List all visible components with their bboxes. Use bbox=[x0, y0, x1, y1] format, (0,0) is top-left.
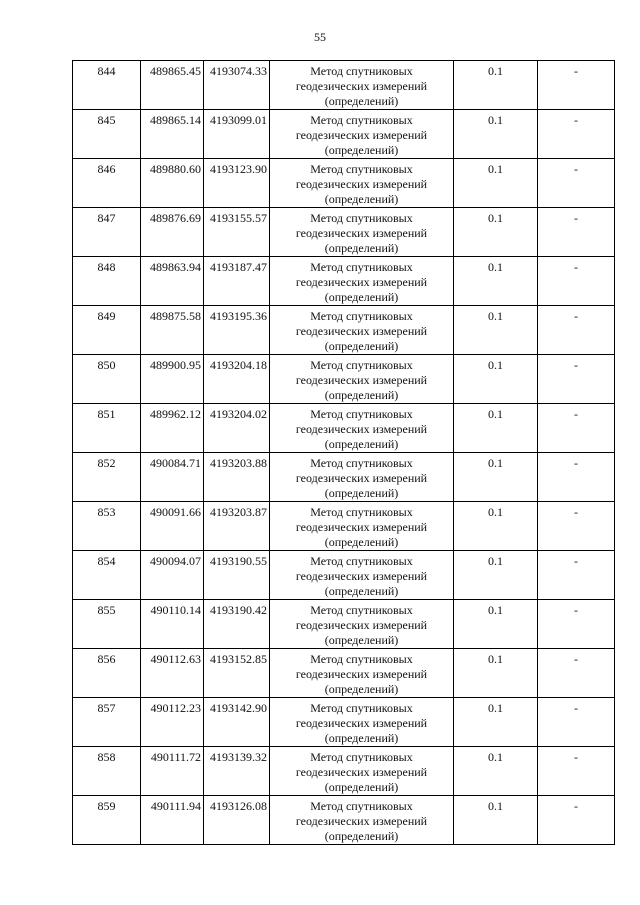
table-row bbox=[73, 649, 615, 698]
coordinate-x-cell: 489876.69 bbox=[141, 208, 204, 257]
coordinate-y-cell: 4193190.55 bbox=[204, 551, 270, 600]
table-row bbox=[73, 61, 615, 110]
method-cell: Метод спутниковых геодезических измерений (определений) bbox=[270, 453, 454, 502]
coordinate-y-cell: 4193074.33 bbox=[204, 61, 270, 110]
table-row bbox=[73, 257, 615, 306]
coordinate-y-cell: 4193204.18 bbox=[204, 355, 270, 404]
table-row bbox=[73, 747, 615, 796]
accuracy-cell: 0.1 bbox=[454, 502, 538, 551]
method-cell: Метод спутниковых геодезических измерений (определений) bbox=[270, 698, 454, 747]
method-cell: Метод спутниковых геодезических измерений (определений) bbox=[270, 257, 454, 306]
coordinate-x-cell: 490112.23 bbox=[141, 698, 204, 747]
table-row bbox=[73, 453, 615, 502]
coordinate-x-cell: 490111.72 bbox=[141, 747, 204, 796]
note-cell: - bbox=[538, 796, 615, 845]
accuracy-cell: 0.1 bbox=[454, 649, 538, 698]
method-cell: Метод спутниковых геодезических измерений (определений) bbox=[270, 600, 454, 649]
coordinate-x-cell: 489875.58 bbox=[141, 306, 204, 355]
coordinates-table bbox=[72, 60, 615, 845]
point-number-cell: 859 bbox=[73, 796, 141, 845]
coordinate-y-cell: 4193203.87 bbox=[204, 502, 270, 551]
coordinate-y-cell: 4193126.08 bbox=[204, 796, 270, 845]
table-row bbox=[73, 355, 615, 404]
accuracy-cell: 0.1 bbox=[454, 355, 538, 404]
coordinate-y-cell: 4193123.90 bbox=[204, 159, 270, 208]
method-cell: Метод спутниковых геодезических измерений (определений) bbox=[270, 159, 454, 208]
note-cell: - bbox=[538, 110, 615, 159]
method-cell: Метод спутниковых геодезических измерений (определений) bbox=[270, 110, 454, 159]
point-number-cell: 852 bbox=[73, 453, 141, 502]
coordinate-x-cell: 489865.14 bbox=[141, 110, 204, 159]
note-cell: - bbox=[538, 208, 615, 257]
table-row bbox=[73, 159, 615, 208]
accuracy-cell: 0.1 bbox=[454, 796, 538, 845]
coordinate-x-cell: 489880.60 bbox=[141, 159, 204, 208]
point-number-cell: 854 bbox=[73, 551, 141, 600]
coordinate-x-cell: 490091.66 bbox=[141, 502, 204, 551]
accuracy-cell: 0.1 bbox=[454, 110, 538, 159]
point-number-cell: 847 bbox=[73, 208, 141, 257]
note-cell: - bbox=[538, 747, 615, 796]
note-cell: - bbox=[538, 649, 615, 698]
table-row bbox=[73, 208, 615, 257]
point-number-cell: 856 bbox=[73, 649, 141, 698]
coordinate-x-cell: 490084.71 bbox=[141, 453, 204, 502]
coordinate-y-cell: 4193190.42 bbox=[204, 600, 270, 649]
coordinate-y-cell: 4193099.01 bbox=[204, 110, 270, 159]
table-row bbox=[73, 306, 615, 355]
method-cell: Метод спутниковых геодезических измерений (определений) bbox=[270, 747, 454, 796]
coordinate-x-cell: 490094.07 bbox=[141, 551, 204, 600]
accuracy-cell: 0.1 bbox=[454, 698, 538, 747]
note-cell: - bbox=[538, 159, 615, 208]
note-cell: - bbox=[538, 698, 615, 747]
table-row bbox=[73, 551, 615, 600]
point-number-cell: 851 bbox=[73, 404, 141, 453]
coordinate-y-cell: 4193139.32 bbox=[204, 747, 270, 796]
point-number-cell: 849 bbox=[73, 306, 141, 355]
method-cell: Метод спутниковых геодезических измерений (определений) bbox=[270, 649, 454, 698]
note-cell: - bbox=[538, 502, 615, 551]
coordinate-x-cell: 490111.94 bbox=[141, 796, 204, 845]
accuracy-cell: 0.1 bbox=[454, 159, 538, 208]
coordinate-x-cell: 490112.63 bbox=[141, 649, 204, 698]
method-cell: Метод спутниковых геодезических измерений (определений) bbox=[270, 404, 454, 453]
page-number: 55 bbox=[314, 30, 326, 44]
coordinate-y-cell: 4193195.36 bbox=[204, 306, 270, 355]
accuracy-cell: 0.1 bbox=[454, 551, 538, 600]
accuracy-cell: 0.1 bbox=[454, 257, 538, 306]
coordinate-x-cell: 489865.45 bbox=[141, 61, 204, 110]
point-number-cell: 855 bbox=[73, 600, 141, 649]
accuracy-cell: 0.1 bbox=[454, 61, 538, 110]
method-cell: Метод спутниковых геодезических измерений (определений) bbox=[270, 306, 454, 355]
table-row bbox=[73, 404, 615, 453]
coordinate-x-cell: 489863.94 bbox=[141, 257, 204, 306]
coordinate-y-cell: 4193187.47 bbox=[204, 257, 270, 306]
method-cell: Метод спутниковых геодезических измерений (определений) bbox=[270, 355, 454, 404]
coordinate-x-cell: 489900.95 bbox=[141, 355, 204, 404]
coordinate-x-cell: 490110.14 bbox=[141, 600, 204, 649]
accuracy-cell: 0.1 bbox=[454, 747, 538, 796]
method-cell: Метод спутниковых геодезических измерений (определений) bbox=[270, 502, 454, 551]
point-number-cell: 853 bbox=[73, 502, 141, 551]
table-row bbox=[73, 110, 615, 159]
note-cell: - bbox=[538, 453, 615, 502]
coordinate-y-cell: 4193152.85 bbox=[204, 649, 270, 698]
point-number-cell: 848 bbox=[73, 257, 141, 306]
accuracy-cell: 0.1 bbox=[454, 306, 538, 355]
note-cell: - bbox=[538, 404, 615, 453]
note-cell: - bbox=[538, 355, 615, 404]
table-row bbox=[73, 600, 615, 649]
method-cell: Метод спутниковых геодезических измерений (определений) bbox=[270, 61, 454, 110]
point-number-cell: 844 bbox=[73, 61, 141, 110]
note-cell: - bbox=[538, 257, 615, 306]
point-number-cell: 846 bbox=[73, 159, 141, 208]
note-cell: - bbox=[538, 600, 615, 649]
coordinate-y-cell: 4193142.90 bbox=[204, 698, 270, 747]
coordinates-table-body bbox=[73, 61, 615, 845]
table-row bbox=[73, 502, 615, 551]
note-cell: - bbox=[538, 306, 615, 355]
point-number-cell: 858 bbox=[73, 747, 141, 796]
point-number-cell: 850 bbox=[73, 355, 141, 404]
accuracy-cell: 0.1 bbox=[454, 453, 538, 502]
method-cell: Метод спутниковых геодезических измерений (определений) bbox=[270, 551, 454, 600]
coordinate-x-cell: 489962.12 bbox=[141, 404, 204, 453]
point-number-cell: 857 bbox=[73, 698, 141, 747]
coordinate-y-cell: 4193155.57 bbox=[204, 208, 270, 257]
accuracy-cell: 0.1 bbox=[454, 600, 538, 649]
note-cell: - bbox=[538, 61, 615, 110]
accuracy-cell: 0.1 bbox=[454, 208, 538, 257]
method-cell: Метод спутниковых геодезических измерений (определений) bbox=[270, 208, 454, 257]
table-row bbox=[73, 698, 615, 747]
note-cell: - bbox=[538, 551, 615, 600]
coordinate-y-cell: 4193203.88 bbox=[204, 453, 270, 502]
coordinate-y-cell: 4193204.02 bbox=[204, 404, 270, 453]
table-row bbox=[73, 796, 615, 845]
method-cell: Метод спутниковых геодезических измерений (определений) bbox=[270, 796, 454, 845]
accuracy-cell: 0.1 bbox=[454, 404, 538, 453]
point-number-cell: 845 bbox=[73, 110, 141, 159]
